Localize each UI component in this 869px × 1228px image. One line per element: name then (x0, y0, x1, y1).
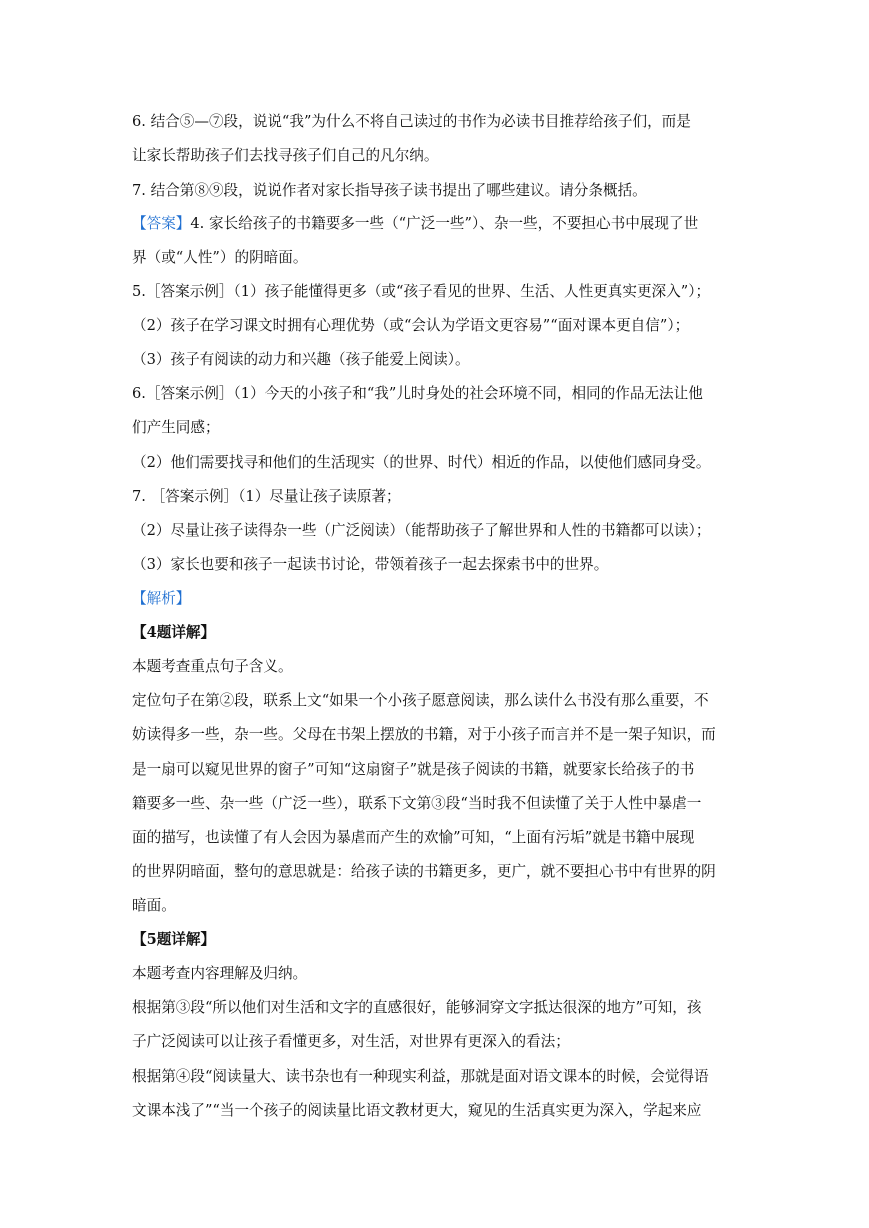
detail-4-line: 的世界阴暗面，整句的意思就是：给孩子读的书籍更多，更广，就不要担心书中有世界的阴 (132, 863, 716, 880)
detail-4-line: 定位句子在第②段，联系上文“如果一个小孩子愿意阅读，那么读什么书没有那么重要，不 (132, 692, 709, 709)
answer-line: 们产生同感； (132, 419, 220, 436)
detail-4-line: 妨读得多一些，杂一些。父母在书架上摆放的书籍，对于小孩子而言并不是一架子知识，而 (132, 726, 716, 743)
detail-5-line: 文课本浅了”“当一个孩子的阅读量比语文教材更大，窥见的生活真实更为深入，学起来应 (132, 1102, 702, 1119)
question-7: 7. 结合第⑧⑨段，说说作者对家长指导孩子读书提出了哪些建议。请分条概括。 (132, 182, 647, 199)
detail-4-line: 暗面。 (132, 897, 176, 914)
detail-5-line: 子广泛阅读可以让孩子看懂更多，对生活，对世界有更深入的看法； (132, 1033, 570, 1050)
answer-4-text: 4. 家长给孩子的书籍要多一些（“广泛一些”）、杂一些，不要担心书中展现了世 (190, 215, 699, 232)
analysis-tag: 【解析】 (132, 590, 191, 607)
detail-4-line: 籍要多一些、杂一些（广泛一些），联系下文第③段“当时我不但读懂了关于人性中暴虐一 (132, 795, 702, 812)
answer-line: （2）他们需要找寻和他们的生活现实（的世界、时代）相近的作品，以使他们感同身受。 (132, 454, 711, 471)
detail-5-line: 根据第③段“所以他们对生活和文字的直感很好，能够洞穿文字抵达很深的地方”可知，孩 (132, 999, 702, 1016)
question-6-line-1: 6. 结合⑤—⑦段，说说“我”为什么不将自己读过的书作为必读书目推荐给孩子们，而是 (132, 113, 691, 130)
detail-4-heading: 【4题详解】 (132, 624, 216, 641)
detail-5-line: 本题考查内容理解及归纳。 (132, 965, 308, 982)
detail-4-line: 面的描写，也读懂了有人会因为暴虐而产生的欢愉”可知，“上面有污垢”就是书籍中展现 (132, 829, 695, 846)
answer-line: （2）尽量让孩子读得杂一些（广泛阅读）（能帮助孩子了解世界和人性的书籍都可以读）； (132, 522, 711, 539)
detail-5-heading: 【5题详解】 (132, 931, 216, 948)
answer-line: （2）孩子在学习课文时拥有心理优势（或“会认为学语文更容易”“面对课本更自信”）； (132, 317, 690, 334)
answer-line: 5.［答案示例］（1）孩子能懂得更多（或“孩子看见的世界、生活、人性更真实更深入”）； (132, 283, 711, 300)
answer-line: 6.［答案示例］（1）今天的小孩子和“我”儿时身处的社会环境不同，相同的作品无法让他 (132, 385, 703, 402)
detail-4-line: 本题考查重点句子含义。 (132, 658, 293, 675)
answer-4-line-1 (132, 214, 742, 234)
answer-line: 7. ［答案示例］（1）尽量让孩子读原著； (132, 488, 401, 505)
answer-line: （3）孩子有阅读的动力和兴趣（孩子能爱上阅读）。 (132, 351, 470, 368)
question-6-line-2: 让家长帮助孩子们去找寻孩子们自己的凡尔纳。 (132, 147, 439, 164)
detail-4-line: 是一扇可以窥见世界的窗子”可知“这扇窗子”就是孩子阅读的书籍，就要家长给孩子的书 (132, 761, 695, 778)
answer-line: （3）家长也要和孩子一起读书讨论，带领着孩子一起去探索书中的世界。 (132, 556, 609, 573)
answer-tag: 【答案】 (132, 215, 191, 232)
answer-4-line-2: 界（或“人性”）的阴暗面。 (132, 249, 308, 266)
detail-5-line: 根据第④段“阅读量大、读书杂也有一种现实利益，那就是面对语文课本的时候，会觉得语 (132, 1068, 709, 1085)
